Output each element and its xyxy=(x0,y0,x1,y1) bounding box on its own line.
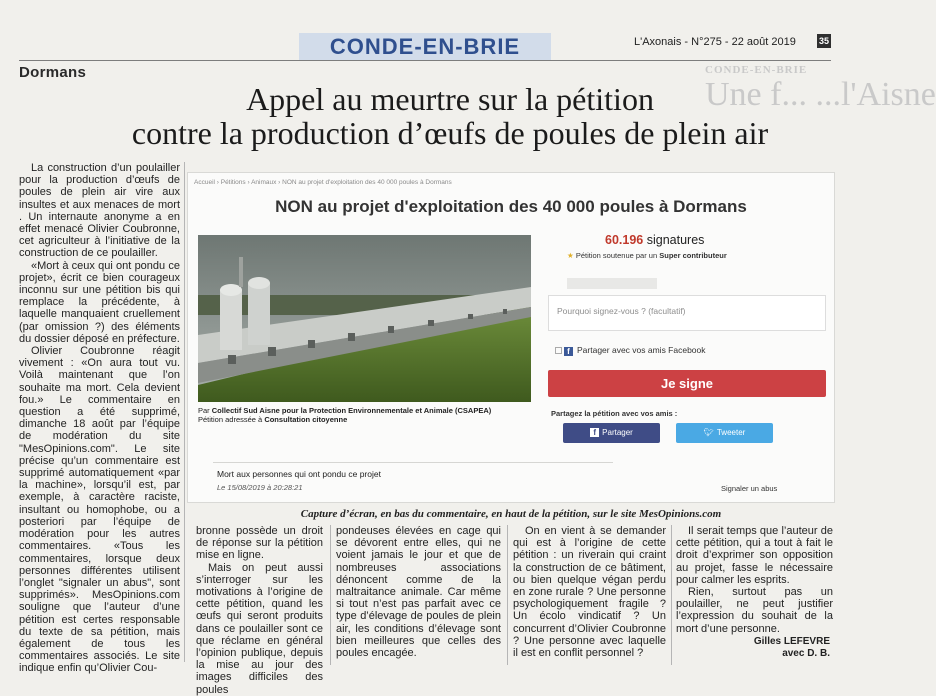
facebook-icon: f xyxy=(564,347,573,356)
twitter-share-button[interactable] xyxy=(676,423,773,443)
co-author-signature: avec D. B. xyxy=(782,648,830,659)
comment-date: Le 15/08/2019 à 20:28:21 xyxy=(217,483,303,492)
headline-line-2: contre la production d’œufs de poules de plein air xyxy=(131,115,769,151)
ghost-headline: Une f... ...l'Aisne xyxy=(705,76,936,113)
author-name[interactable]: Collectif Sud Aisne pour la Protection Environnementale et Animale (CSAPEA) xyxy=(211,406,492,415)
support-text: Pétition soutenue par un xyxy=(575,251,658,260)
lead-paragraph-1: La construction d’un poulailler pour la production d’œufs de poules de plein air vire aux insultes et aux menaces de mort . Un internaute anonyme a en effet menacé Olivier Coubronne, cet agriculteur à l’initiative de la construction de ce poulailler. xyxy=(19,162,180,260)
petition-author xyxy=(198,406,528,424)
comment-text: Mort aux personnes qui ont pondu ce projet xyxy=(217,469,381,479)
barn-illustration xyxy=(198,235,531,402)
author-signature: Gilles LEFEVRE xyxy=(753,636,830,647)
lead-column xyxy=(19,162,180,675)
headline-line-1: Appel au meurtre sur la pétition xyxy=(246,81,654,117)
col3-paragraph-1: pondeuses élevées en cage qui se dévorent entre elles, qui ne voient jamais le jour et que de nombreuses associations dénoncent comme de la maltraitance animale. Car même si tout n’est pas parfait avec ce type d’élevage de poules de plein air, les conditions d’élevage sont bien meilleures que celles des poules encagée. xyxy=(336,525,501,660)
facebook-icon: f xyxy=(590,428,599,437)
signature-label: signatures xyxy=(646,233,705,247)
report-abuse-link[interactable]: Signaler un abus xyxy=(721,484,778,493)
section-rubric: CONDE-EN-BRIE xyxy=(299,33,551,60)
sign-button[interactable]: Je signe xyxy=(548,370,826,397)
poultry-barn-photo xyxy=(198,235,531,402)
lead-paragraph-2: «Mort à ceux qui ont pondu ce projet», écrit ce bien courageux inconnu sur une pétition bis qui remplace la précédente, à laquelle manquaient cruellement (par omission ?) des éléments du dossier déposé en préfecture. xyxy=(19,259,180,345)
column-4 xyxy=(513,525,666,665)
column-5 xyxy=(676,525,833,640)
reason-input[interactable]: Pourquoi signez-vous ? (facultatif) xyxy=(548,295,826,331)
facebook-share-button[interactable] xyxy=(563,423,660,443)
column-2 xyxy=(196,525,323,696)
col5-paragraph-2: Rien, surtout pas un poulailler, ne peut justifier l’expression du souhait de la mort d’une personne. xyxy=(676,586,833,635)
star-icon: ★ xyxy=(567,251,574,260)
author-by: Par xyxy=(198,406,210,415)
addressed-to: Pétition adressée à xyxy=(198,415,263,424)
facebook-share-label: Partager avec vos amis Facebook xyxy=(577,345,706,355)
photo-caption: Capture d’écran, en bas du commentaire, en haut de la pétition, sur le site MesOpinions.com xyxy=(300,508,722,520)
twitter-icon: 🐦︎ xyxy=(703,428,714,437)
col2-paragraph-1: bronne possède un droit de réponse sur la pétition mise en ligne. xyxy=(196,525,323,562)
support-strong: Super contributeur xyxy=(659,251,727,260)
breadcrumb[interactable]: Accueil › Pétitions › Animaux › NON au projet d'exploitation des 40 000 poules à Dormans xyxy=(194,179,452,186)
town-label: Dormans xyxy=(19,64,87,81)
lead-paragraph-3: Olivier Coubronne réagit vivement : «On aura tout vu. Voilà maintenant que l’on souhaite ma mort. Cela devient fou.» Le commentaire en question a été supprimé, dimanche 18 août par l’équipe de modération du site "MesOpinions.com". Le site précise qu’un commentaire est supprimé automatiquement «par la machine», lorsqu’il est, par exemple, à caractère raciste, insultant ou homophobe, ou a posteriori par l’équipe de modération pour les autres commentaires. «Tous les commentaires, lorsque deux personnes différentes utilisent l’onglet "signaler un abus", sont supprimés». MesOpinions.com souligne que l’auteur d’une pétition est certes responsable du texte de sa pétition, mais également de tous les commentaires associés. Le site indique enfin qu’Olivier Cou- xyxy=(19,345,180,675)
petition-title: NON au projet d'exploitation des 40 000 poules à Dormans xyxy=(275,197,747,216)
ghost-rubric: CONDE-EN-BRIE xyxy=(705,64,808,76)
col4-paragraph-1: On en vient à se demander qui est à l’origine de cette pétition : un riverain qui craint la construction de ce bâtiment, ou bien quelque végan perdu en zone rurale ? Une personne psychologiquement fragile ? Un écolo vindicatif ? Un concurrent d’Olivier Coubronne ? Une personne avec laquelle il est en conflit personnel ? xyxy=(513,525,666,660)
col2-paragraph-2: Mais on peut aussi s’interroger sur les motivations à l’origine de cette pétition, quand les œufs qui seront produits dans ce poulailler sont ce que réclame en général l’opinion publique, depuis la mise au jour des images difficiles des poules xyxy=(196,561,323,696)
column-3 xyxy=(336,525,501,665)
blurred-name-field[interactable] xyxy=(567,278,657,289)
signature-number: 60.196 xyxy=(605,233,644,247)
page-number: 35 xyxy=(818,36,829,46)
signature-count xyxy=(605,233,704,247)
checkbox-icon[interactable] xyxy=(555,347,562,354)
share-label: Partagez la pétition avec vos amis : xyxy=(551,409,678,418)
addressed-to-name[interactable]: Consultation citoyenne xyxy=(264,415,348,424)
col5-paragraph-1: Il serait temps que l’auteur de cette pétition, qui a tout à fait le droit d’exprimer son opposition au projet, fasse le nécessaire pour calmer les esprits. xyxy=(676,525,833,586)
facebook-share-text: Partager xyxy=(602,428,633,437)
issue-info: L'Axonais - N°275 - 22 août 2019 xyxy=(634,36,796,48)
support-line xyxy=(567,251,727,260)
headline xyxy=(70,82,830,150)
facebook-share-option[interactable] xyxy=(555,345,706,356)
twitter-share-text: Tweeter xyxy=(716,428,746,437)
